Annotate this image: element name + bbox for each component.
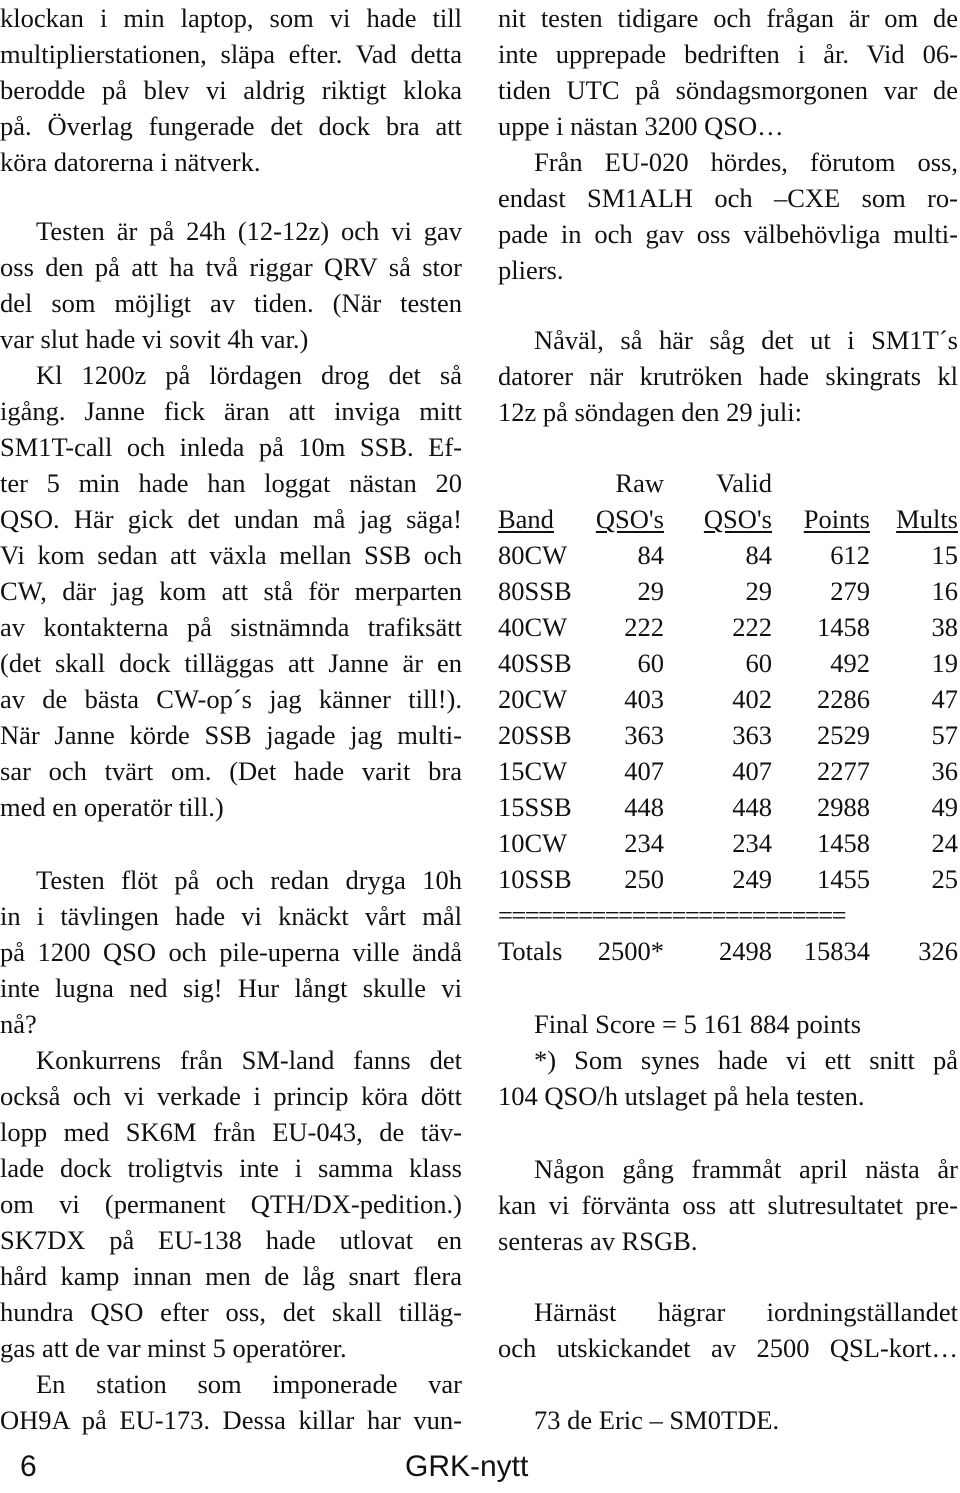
totals-mults: 326 bbox=[918, 936, 958, 966]
cell-mults: 38 bbox=[931, 612, 958, 642]
body-text-line: SM1T-call och inleda på 10m SSB. Ef- bbox=[0, 432, 462, 462]
body-text-line: hård kamp innan men de låg snart flera bbox=[0, 1261, 462, 1291]
body-text-line: SK7DX på EU-138 hade utlovat en bbox=[0, 1225, 462, 1255]
body-text-line: Testen flöt på och redan dryga 10h bbox=[36, 865, 462, 895]
table-row bbox=[498, 717, 958, 753]
totals-label: Totals bbox=[498, 936, 563, 966]
body-text-line: CW, där jag kom att stå för merparten bbox=[0, 576, 462, 606]
body-text-line: av kontakterna på sistnämnda trafiksätt bbox=[0, 612, 462, 642]
header-cell: Band bbox=[498, 504, 554, 534]
cell-band: 80CW bbox=[498, 540, 568, 570]
cell-raw: 60 bbox=[637, 648, 664, 678]
body-text-line: oss den på att ha två riggar QRV så stor bbox=[0, 252, 462, 282]
body-text-line: av de bästa CW-op´s jag känner till!). bbox=[0, 684, 462, 714]
cell-valid: 234 bbox=[732, 828, 772, 858]
header-cell: QSO's bbox=[595, 504, 664, 534]
table-header bbox=[498, 501, 958, 537]
cell-band: 40CW bbox=[498, 612, 568, 642]
header-cell: Valid bbox=[716, 468, 772, 498]
table-row bbox=[498, 645, 958, 681]
body-text-line: Testen är på 24h (12-12z) och vi gav bbox=[36, 216, 462, 246]
cell-mults: 19 bbox=[931, 648, 958, 678]
body-text-line: igång. Janne fick äran att inviga mitt bbox=[0, 396, 462, 426]
cell-raw: 448 bbox=[624, 792, 664, 822]
header-cell: Points bbox=[803, 504, 870, 534]
body-text-line: sar och tvärt om. (Det hade varit bra bbox=[0, 756, 462, 786]
body-text-line: endast SM1ALH och –CXE som ro- bbox=[498, 183, 958, 213]
body-text-line: med en operatör till.) bbox=[0, 792, 224, 822]
publication-name: GRK-nytt bbox=[405, 1450, 529, 1483]
totals-valid: 2498 bbox=[719, 936, 772, 966]
body-text-line: Nåväl, så här såg det ut i SM1T´s bbox=[534, 325, 958, 355]
body-text-line: på. Överlag fungerade det dock bra att bbox=[0, 111, 462, 141]
cell-points: 612 bbox=[830, 540, 870, 570]
cell-points: 1455 bbox=[817, 864, 870, 894]
cell-band: 15CW bbox=[498, 756, 568, 786]
cell-mults: 47 bbox=[931, 684, 958, 714]
cell-valid: 249 bbox=[732, 864, 772, 894]
body-text-line: var slut hade vi sovit 4h var.) bbox=[0, 324, 309, 354]
body-text-line: hundra QSO efter oss, det skall tilläg- bbox=[0, 1297, 462, 1327]
cell-points: 2988 bbox=[817, 792, 870, 822]
table-row bbox=[498, 861, 958, 897]
body-text-line: En station som imponerade var bbox=[36, 1369, 462, 1399]
cell-band: 20SSB bbox=[498, 720, 572, 750]
body-text-line: inte lugna ned sig! Hur långt skulle vi bbox=[0, 973, 462, 1003]
cell-raw: 403 bbox=[624, 684, 664, 714]
cell-raw: 222 bbox=[624, 612, 664, 642]
body-text-line: på 1200 QSO och pile-uperna ville ändå bbox=[0, 937, 462, 967]
body-text-line: del som möjligt av tiden. (När testen bbox=[0, 288, 462, 318]
body-text-line: 104 QSO/h utslaget på hela testen. bbox=[498, 1081, 865, 1111]
cell-points: 1458 bbox=[817, 612, 870, 642]
body-text-line: klockan i min laptop, som vi hade till bbox=[0, 3, 462, 33]
body-text-line: Härnäst hägrar iordningställandet bbox=[534, 1297, 958, 1327]
cell-band: 80SSB bbox=[498, 576, 572, 606]
cell-mults: 36 bbox=[931, 756, 958, 786]
body-text-line: uppe i nästan 3200 QSO… bbox=[498, 111, 784, 141]
body-text-line: QSO. Här gick det undan må jag säga! bbox=[0, 504, 462, 534]
cell-band: 15SSB bbox=[498, 792, 572, 822]
body-text-line: nå? bbox=[0, 1009, 37, 1039]
table-separator: ========================== bbox=[498, 900, 845, 930]
totals-points: 15834 bbox=[803, 936, 870, 966]
cell-mults: 24 bbox=[931, 828, 958, 858]
body-text-line: inte upprepade bedriften i år. Vid 06- bbox=[498, 39, 958, 69]
cell-valid: 363 bbox=[732, 720, 772, 750]
table-header-top bbox=[498, 465, 958, 501]
cell-band: 20CW bbox=[498, 684, 568, 714]
table-row bbox=[498, 537, 958, 573]
body-text-line: om vi (permanent QTH/DX-pedition.) bbox=[0, 1189, 462, 1219]
header-cell: Mults bbox=[896, 504, 958, 534]
cell-raw: 234 bbox=[624, 828, 664, 858]
table-row bbox=[498, 681, 958, 717]
cell-valid: 29 bbox=[745, 576, 772, 606]
cell-valid: 84 bbox=[745, 540, 772, 570]
body-text-line: multiplierstationen, släpa efter. Vad detta bbox=[0, 39, 462, 69]
cell-mults: 25 bbox=[931, 864, 958, 894]
body-text-line: pliers. bbox=[498, 255, 564, 285]
cell-valid: 407 bbox=[732, 756, 772, 786]
page-number: 6 bbox=[20, 1450, 37, 1483]
body-text-line: köra datorerna i nätverk. bbox=[0, 147, 261, 177]
body-text-line: berodde på blev vi aldrig riktigt kloka bbox=[0, 75, 462, 105]
body-text-line: Någon gång frammåt april nästa år bbox=[534, 1154, 958, 1184]
table-row bbox=[498, 573, 958, 609]
cell-raw: 84 bbox=[637, 540, 664, 570]
body-text-line: 12z på söndagen den 29 juli: bbox=[498, 397, 802, 427]
table-row bbox=[498, 609, 958, 645]
body-text-line: När Janne körde SSB jagade jag multi- bbox=[0, 720, 462, 750]
body-text-line: kan vi förvänta oss att slutresultatet pre- bbox=[498, 1190, 958, 1220]
body-text-line: tiden UTC på söndagsmorgonen var de bbox=[498, 75, 958, 105]
body-text-line: gas att de var minst 5 operatörer. bbox=[0, 1333, 347, 1363]
body-text-line: ter 5 min hade han loggat nästan 20 bbox=[0, 468, 462, 498]
body-text-line: lade dock troligtvis inte i samma klass bbox=[0, 1153, 462, 1183]
body-text-line: *) Som synes hade vi ett snitt på bbox=[534, 1045, 958, 1075]
header-cell: QSO's bbox=[703, 504, 772, 534]
table-row bbox=[498, 789, 958, 825]
cell-valid: 222 bbox=[732, 612, 772, 642]
final-score: Final Score = 5 161 884 points bbox=[534, 1009, 862, 1039]
cell-band: 10SSB bbox=[498, 864, 572, 894]
body-text-line: OH9A på EU-173. Dessa killar har vun- bbox=[0, 1405, 462, 1435]
body-text-line: Vi kom sedan att växla mellan SSB och bbox=[0, 540, 462, 570]
cell-raw: 363 bbox=[624, 720, 664, 750]
body-text-line: senteras av RSGB. bbox=[498, 1226, 698, 1256]
table-row bbox=[498, 825, 958, 861]
cell-points: 492 bbox=[830, 648, 870, 678]
body-text-line: in i tävlingen hade vi knäckt vårt mål bbox=[0, 901, 462, 931]
cell-valid: 402 bbox=[732, 684, 772, 714]
body-text-line: pade in och gav oss välbehövliga multi- bbox=[498, 219, 958, 249]
body-text-line: lopp med SK6M från EU-043, de täv- bbox=[0, 1117, 462, 1147]
cell-mults: 15 bbox=[931, 540, 958, 570]
cell-band: 40SSB bbox=[498, 648, 572, 678]
cell-mults: 57 bbox=[931, 720, 958, 750]
signature-line: 73 de Eric – SM0TDE. bbox=[534, 1405, 780, 1435]
body-text-line: också och vi verkade i princip köra dött bbox=[0, 1081, 462, 1111]
cell-valid: 60 bbox=[745, 648, 772, 678]
cell-raw: 407 bbox=[624, 756, 664, 786]
right-column bbox=[498, 0, 958, 1493]
cell-mults: 49 bbox=[931, 792, 958, 822]
header-cell: Raw bbox=[615, 468, 664, 498]
cell-valid: 448 bbox=[732, 792, 772, 822]
totals-raw: 2500* bbox=[597, 936, 664, 966]
body-text-line: Konkurrens från SM-land fanns det bbox=[36, 1045, 462, 1075]
table-row bbox=[498, 753, 958, 789]
cell-mults: 16 bbox=[931, 576, 958, 606]
cell-points: 2529 bbox=[817, 720, 870, 750]
body-text-line: datorer när krutröken hade skingrats kl bbox=[498, 361, 958, 391]
table-totals-row bbox=[498, 933, 958, 969]
cell-raw: 29 bbox=[637, 576, 664, 606]
cell-points: 2286 bbox=[817, 684, 870, 714]
body-text-line: nit testen tidigare och frågan är om de bbox=[498, 3, 958, 33]
cell-points: 2277 bbox=[817, 756, 870, 786]
body-text-line: och utskickandet av 2500 QSL-kort… bbox=[498, 1333, 958, 1363]
body-text-line: Från EU-020 hördes, förutom oss, bbox=[534, 147, 958, 177]
cell-raw: 250 bbox=[624, 864, 664, 894]
cell-band: 10CW bbox=[498, 828, 568, 858]
cell-points: 279 bbox=[830, 576, 870, 606]
cell-points: 1458 bbox=[817, 828, 870, 858]
body-text-line: (det skall dock tilläggas att Janne är en bbox=[0, 648, 462, 678]
body-text-line: Kl 1200z på lördagen drog det så bbox=[36, 360, 462, 390]
